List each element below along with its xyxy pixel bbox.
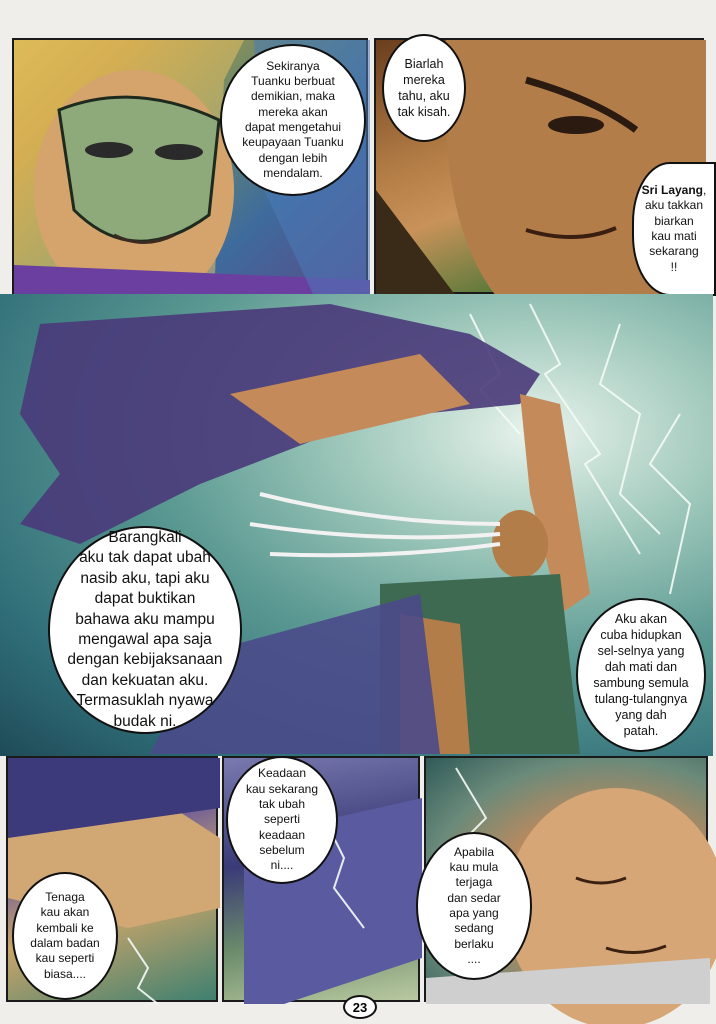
dialogue-name: Sri Layang — [641, 182, 703, 197]
panel-legs — [222, 756, 420, 1002]
dialogue-text: Keadaan kau sekarang tak ubah seperti keadaan sebelum ni.... — [245, 766, 319, 873]
dialogue-text: Sekiranya Tuanku berbuat demikian, maka mereka akan dapat mengetahui keupayaan Tuanku dengan lebih mendalam. — [242, 58, 344, 181]
dialogue-text: Biarlah mereka tahu, aku tak kisah. — [397, 57, 451, 119]
panel-lightning-lift — [0, 294, 713, 756]
panel-face-closeup — [374, 38, 707, 294]
dialogue-text: Aku akan cuba hidupkan sel-selnya yang dah mati dan sambung semula tulang-tulangnya yang dah patah. — [593, 612, 689, 738]
panel-masked-man — [12, 38, 368, 294]
page-number: 23 — [343, 995, 377, 1019]
speech-bubble — [382, 34, 466, 142]
speech-bubble — [416, 832, 532, 980]
panel-sleeping-face — [424, 756, 708, 1002]
dialogue-text: , aku takkan biarkan kau mati sekarang !! — [644, 182, 707, 274]
speech-bubble — [48, 526, 242, 734]
dialogue-text: Apabila kau mula terjaga dan sedar apa yang sedang berlaku .... — [447, 844, 501, 967]
dialogue-text: Tenaga kau akan kembali ke dalam badan kau seperti biasa.... — [30, 889, 100, 981]
panel-arm — [6, 756, 218, 1002]
speech-bubble — [226, 756, 338, 884]
speech-bubble — [220, 44, 366, 196]
speech-bubble — [576, 598, 706, 752]
dialogue-text: Barangkali aku tak dapat ubah nasib aku, tapi aku dapat buktikan bahawa aku mampu mengawal apa saja dengan kebijaksanaan dan kekuatan aku. Termasuklah nyawa budak ni. — [67, 528, 223, 730]
speech-bubble-offscreen — [632, 162, 716, 296]
speech-bubble — [12, 872, 118, 1000]
